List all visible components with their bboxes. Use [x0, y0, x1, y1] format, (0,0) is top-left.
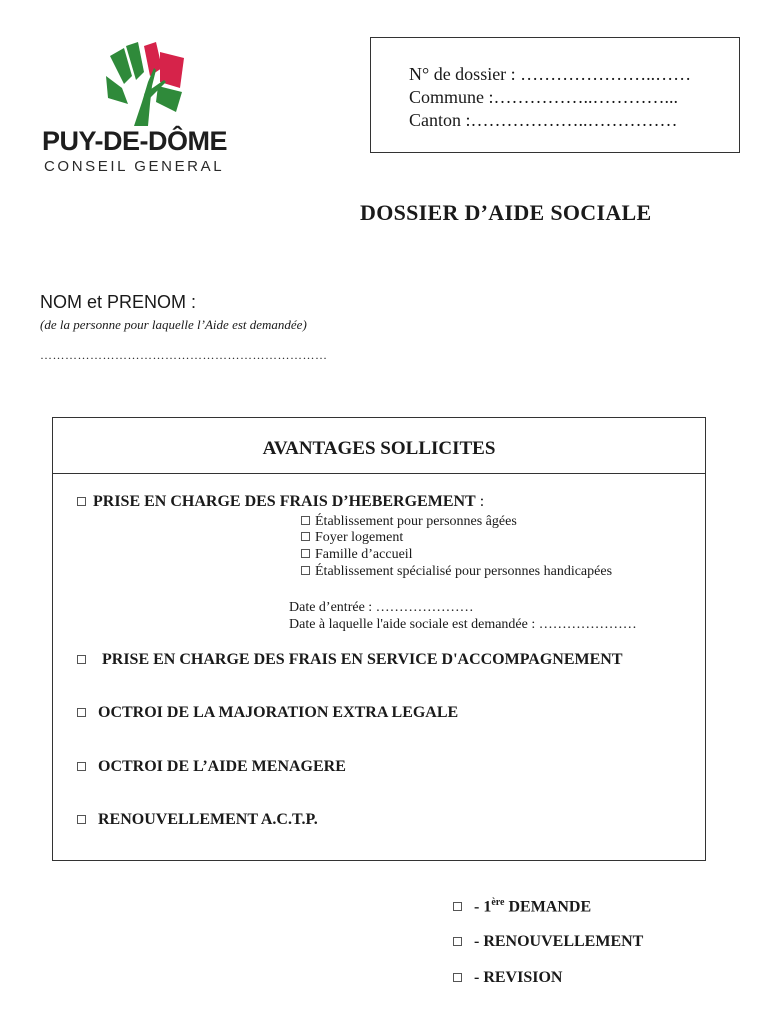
- logo-subtitle: CONSEIL GENERAL: [44, 158, 225, 175]
- sub-option-label: Établissement pour personnes âgées: [315, 514, 517, 529]
- sub-option-etablissement-handicapees[interactable]: [301, 564, 612, 580]
- sub-option-label: Foyer logement: [315, 530, 404, 545]
- premiere-sup: ère: [491, 897, 505, 908]
- option-aide-menagere[interactable]: [77, 758, 346, 776]
- renouvellement-actp-checkbox[interactable]: [77, 815, 86, 824]
- puy-de-dome-logo-icon: [104, 42, 186, 126]
- majoration-label: OCTROI DE LA MAJORATION EXTRA LEGALE: [98, 704, 459, 721]
- option-renouvellement[interactable]: [453, 933, 643, 951]
- document-title: DOSSIER D’AIDE SOCIALE: [360, 200, 652, 225]
- date-demande-field[interactable]: Date à laquelle l'aide sociale est demandée : …………………: [289, 617, 637, 632]
- aide-menagere-checkbox[interactable]: [77, 762, 86, 771]
- avantages-box: [52, 417, 706, 861]
- option-premiere-demande[interactable]: [453, 897, 591, 916]
- majoration-checkbox[interactable]: [77, 708, 86, 717]
- renouvellement-label: - RENOUVELLEMENT: [474, 933, 644, 950]
- avantages-title: AVANTAGES SOLLICITES: [262, 438, 496, 459]
- sub-option-label: Famille d’accueil: [315, 547, 413, 562]
- hebergement-checkbox[interactable]: [77, 497, 86, 506]
- hebergement-colon: :: [479, 493, 485, 510]
- commune-field[interactable]: Commune :……………..…………...: [409, 87, 678, 107]
- nom-prenom-label: NOM et PRENOM :: [40, 292, 197, 312]
- accompagnement-checkbox[interactable]: [77, 655, 86, 664]
- renouvellement-actp-label: RENOUVELLEMENT A.C.T.P.: [98, 811, 318, 828]
- logo-title: PUY-DE-DÔME: [42, 126, 228, 156]
- revision-checkbox[interactable]: [453, 973, 462, 982]
- dossier-info-box: [370, 37, 740, 153]
- premiere-suffix: DEMANDE: [504, 898, 592, 916]
- option-hebergement[interactable]: [77, 493, 484, 511]
- avantages-divider: [53, 473, 705, 474]
- premiere-prefix: - 1: [474, 898, 492, 916]
- sub-option-label: Établissement spécialisé pour personnes handicapées: [315, 564, 613, 579]
- renouvellement-checkbox[interactable]: [453, 937, 462, 946]
- option-accompagnement[interactable]: [77, 651, 623, 669]
- premiere-demande-checkbox[interactable]: [453, 902, 462, 911]
- option-revision[interactable]: [453, 969, 562, 987]
- sub-option-foyer-logement[interactable]: [301, 530, 403, 546]
- accompagnement-label: PRISE EN CHARGE DES FRAIS EN SERVICE D'ACCOMPAGNEMENT: [102, 651, 623, 668]
- aide-menagere-label: OCTROI DE L’AIDE MENAGERE: [98, 758, 346, 775]
- foyer-logement-checkbox[interactable]: [301, 532, 310, 541]
- revision-label: - REVISION: [474, 969, 563, 986]
- nom-prenom-field[interactable]: ……………………………………………………………: [40, 348, 328, 362]
- hebergement-label: PRISE EN CHARGE DES FRAIS D’HEBERGEMENT: [93, 493, 476, 510]
- option-renouvellement-actp[interactable]: [77, 811, 318, 829]
- option-majoration[interactable]: [77, 704, 458, 722]
- sub-option-personnes-agees[interactable]: [301, 514, 517, 530]
- handicapees-checkbox[interactable]: [301, 566, 310, 575]
- dossier-number-field[interactable]: N° de dossier : …………………..……: [409, 64, 692, 84]
- canton-field[interactable]: Canton :………………..……………: [409, 110, 678, 130]
- famille-accueil-checkbox[interactable]: [301, 549, 310, 558]
- sub-option-famille-accueil[interactable]: [301, 547, 413, 563]
- nom-prenom-hint: (de la personne pour laquelle l’Aide est demandée): [40, 317, 307, 332]
- date-entree-field[interactable]: Date d’entrée : …………………: [289, 600, 474, 615]
- personnes-agees-checkbox[interactable]: [301, 516, 310, 525]
